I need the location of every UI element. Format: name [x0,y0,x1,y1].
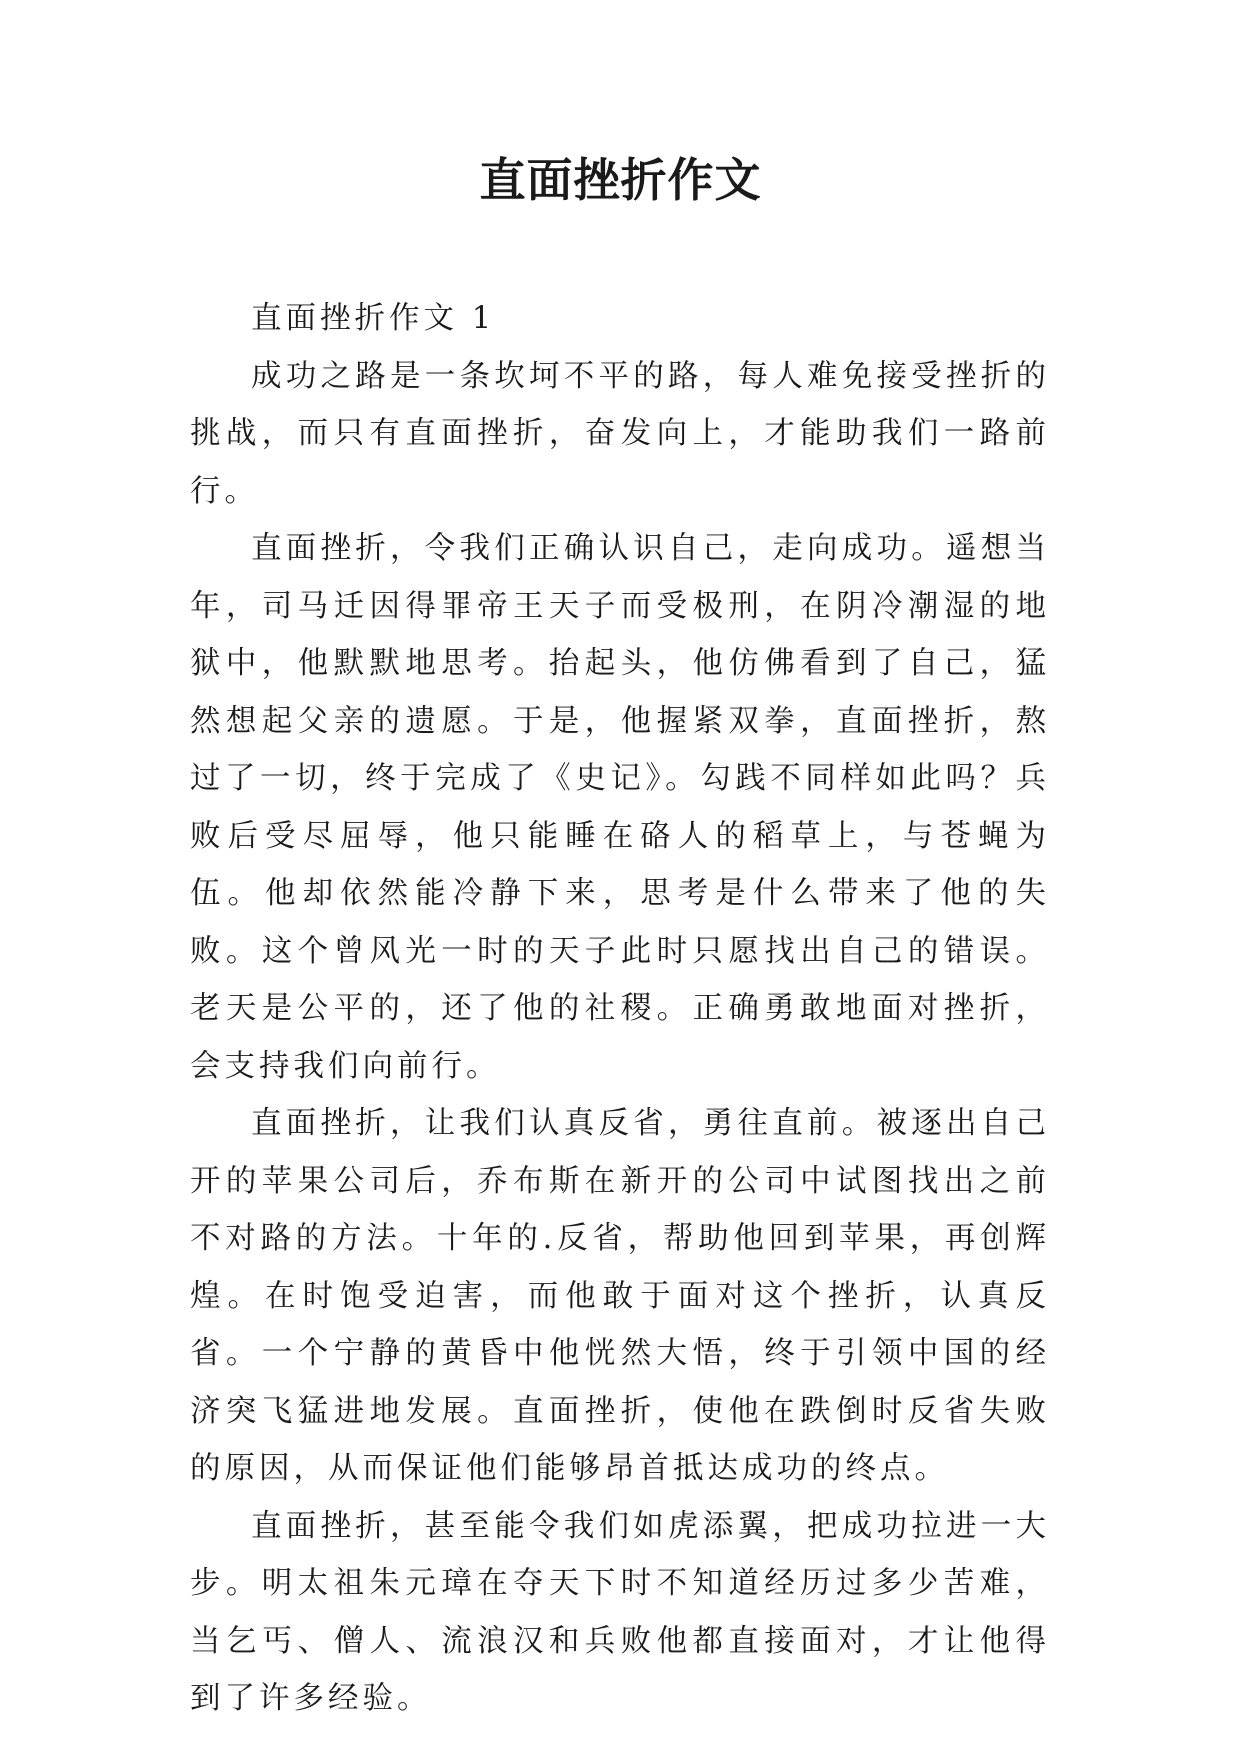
paragraph-sima-qian-goujian: 直面挫折，令我们正确认识自己，走向成功。遥想当年，司马迁因得罪帝王天子而受极刑，在阴冷潮湿的地狱中，他默默地思考。抬起头，他仿佛看到了自己，猛然想起父亲的遗愿。于是，他握紧双拳，直面挫折，熬过了一切，终于完成了《史记》。勾践不同样如此吗？兵败后受尽屈辱，他只能睡在硌人的稻草上，与苍蝇为伍。他却依然能冷静下来，思考是什么带来了他的失败。这个曾风光一时的天子此时只愿找出自己的错误。老天是公平的，还了他的社稷。正确勇敢地面对挫折，会支持我们向前行。 [190,531,1050,1084]
document-body [190,290,1050,1728]
paragraph-zhu-yuanzhang: 直面挫折，甚至能令我们如虎添翼，把成功拉进一大步。明太祖朱元璋在夺天下时不知道经历过多少苦难，当乞丐、僧人、流浪汉和兵败他都直接面对，才让他得到了许多经验。 [190,1508,1050,1716]
paragraph-intro: 成功之路是一条坎坷不平的路，每人难免接受挫折的挑战，而只有直面挫折，奋发向上，才能助我们一路前行。 [190,358,1050,509]
section-heading: 直面挫折作文 1 [251,301,496,336]
document-title: 直面挫折作文 [479,153,762,207]
paragraph-jobs: 直面挫折，让我们认真反省，勇往直前。被逐出自己开的苹果公司后，乔布斯在新开的公司中试图找出之前不对路的方法。十年的.反省，帮助他回到苹果，再创辉煌。在时饱受迫害，而他敢于面对这个挫折，认真反省。一个宁静的黄昏中他恍然大悟，终于引领中国的经济突飞猛进地发展。直面挫折，使他在跌倒时反省失败的原因，从而保证他们能够昂首抵达成功的终点。 [190,1106,1050,1486]
